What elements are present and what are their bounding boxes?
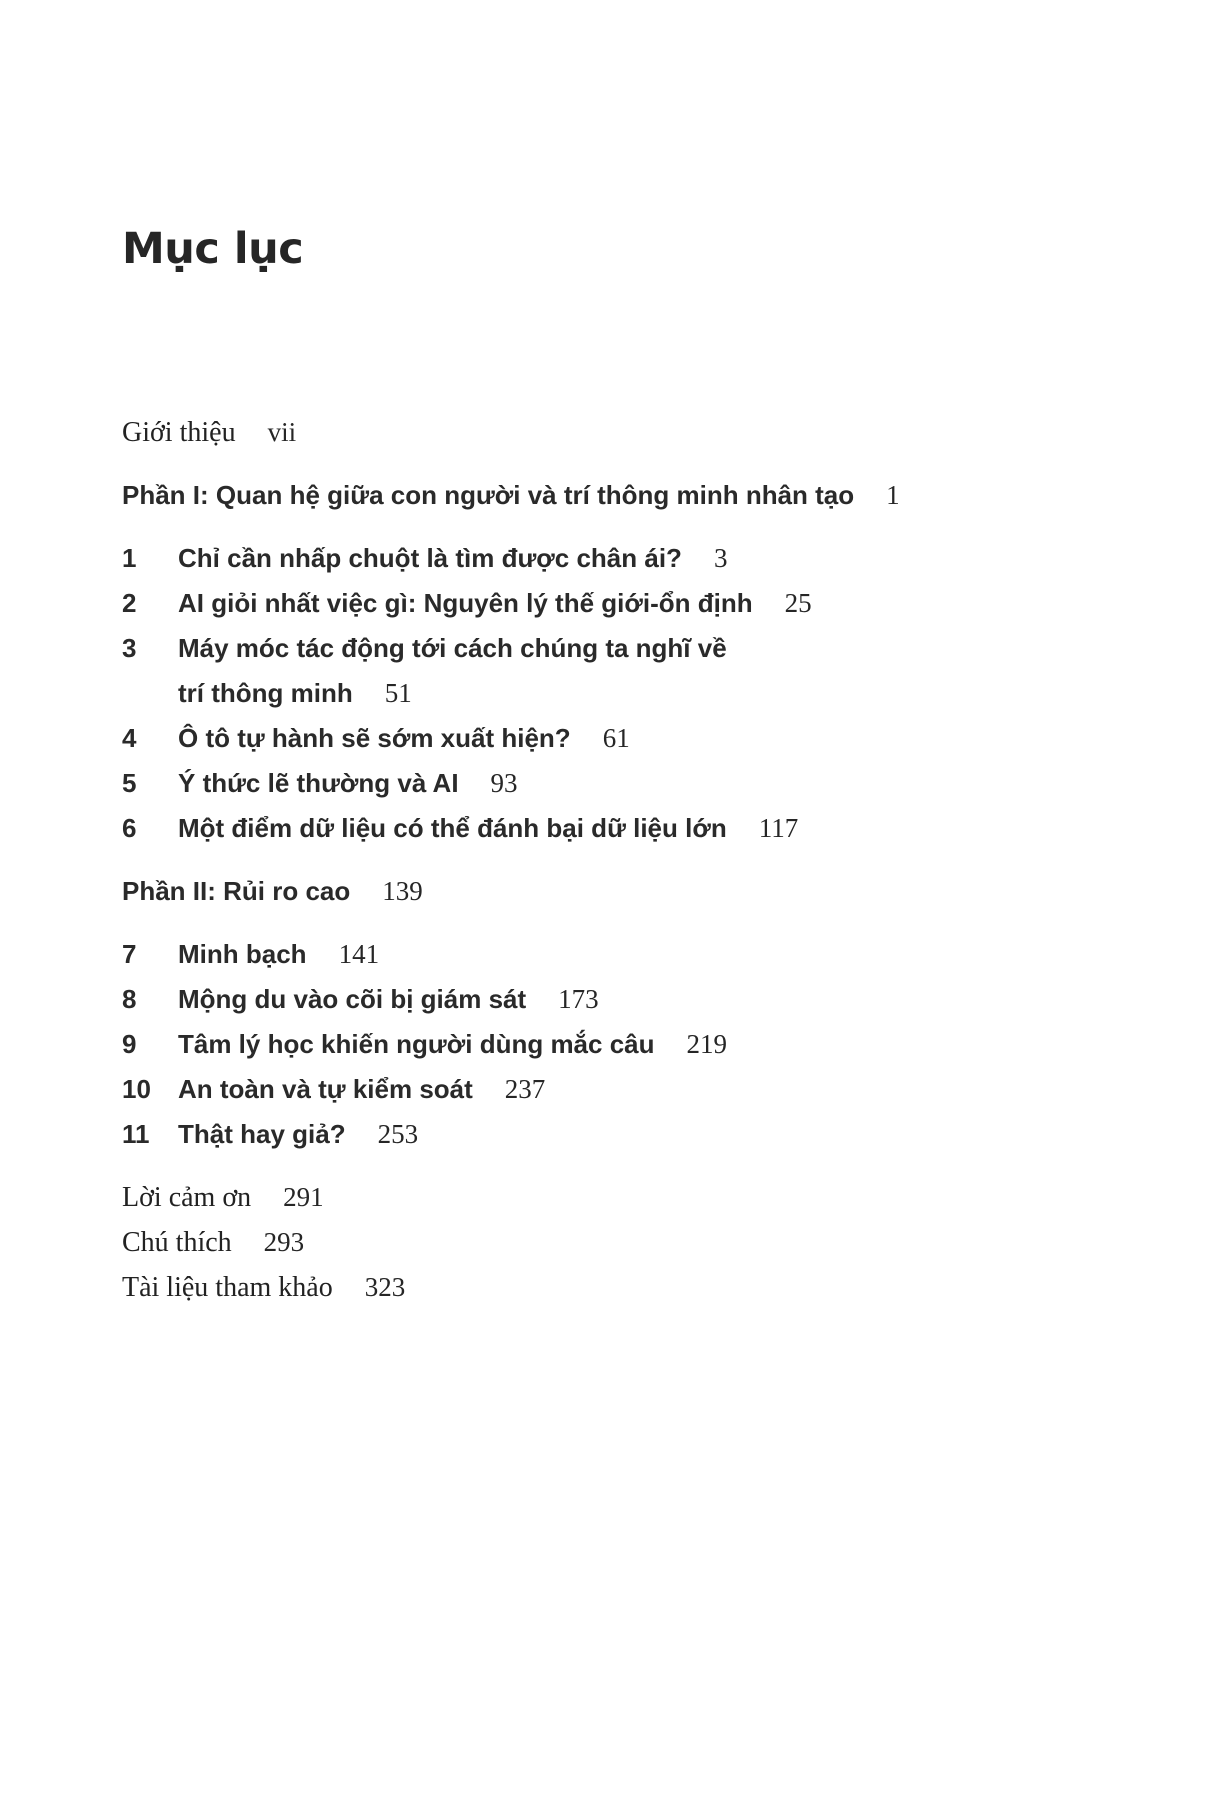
toc-entry xyxy=(122,716,1131,761)
entry-title-line: Tâm lý học khiến người dùng mắc câu xyxy=(178,1029,655,1059)
entry-title xyxy=(178,536,727,581)
entry-title xyxy=(178,581,812,626)
entry-title-line: Ô tô tự hành sẽ sớm xuất hiện? xyxy=(178,723,571,753)
entry-title-line: Máy móc tác động tới cách chúng ta nghĩ về xyxy=(178,633,727,663)
entry-title xyxy=(178,977,599,1022)
entry-title-line: Tài liệu tham khảo xyxy=(122,1272,333,1303)
page-number: 237 xyxy=(504,1074,546,1104)
chapter-number: 6 xyxy=(122,813,137,843)
page-number: 141 xyxy=(338,939,380,969)
entry-title xyxy=(122,1265,405,1310)
page-number: 61 xyxy=(602,723,630,753)
page-number: 323 xyxy=(364,1272,406,1302)
entry-title-line: Mộng du vào cõi bị giám sát xyxy=(178,984,527,1014)
page-number: 293 xyxy=(263,1227,305,1257)
toc-entry xyxy=(122,473,1131,518)
chapter-number: 4 xyxy=(122,723,137,753)
entry-title xyxy=(178,1022,727,1067)
entry-title xyxy=(122,869,423,914)
page-number: 291 xyxy=(283,1182,324,1212)
toc-entry xyxy=(122,536,1131,581)
entry-title-line: An toàn và tự kiểm soát xyxy=(178,1074,473,1104)
page-number: 253 xyxy=(377,1119,419,1149)
chapter-number: 8 xyxy=(122,984,137,1014)
toc-list xyxy=(122,410,1131,1310)
entry-title-line: Một điểm dữ liệu có thể đánh bại dữ liệu lớn xyxy=(178,813,727,843)
entry-title xyxy=(122,1220,304,1265)
entry-title xyxy=(122,410,296,455)
entry-title xyxy=(122,473,900,518)
page-number: 3 xyxy=(713,543,728,573)
entry-title-line: Lời cảm ơn xyxy=(122,1182,252,1213)
entry-title xyxy=(178,716,630,761)
chapter-number: 10 xyxy=(122,1074,151,1104)
toc-entry xyxy=(122,410,1131,455)
toc-entry xyxy=(122,626,1131,716)
page-title: Mục lục xyxy=(122,224,304,274)
entry-title-line: AI giỏi nhất việc gì: Nguyên lý thế giới-ổn định xyxy=(178,588,753,618)
toc-entry xyxy=(122,1265,1131,1310)
chapter-number: 1 xyxy=(122,543,137,573)
entry-title-line: Ý thức lẽ thường và AI xyxy=(178,768,459,798)
toc-entry xyxy=(122,1220,1131,1265)
page-number: vii xyxy=(267,417,297,447)
chapter-number: 9 xyxy=(122,1029,137,1059)
page-number: 219 xyxy=(686,1029,728,1059)
page-number: 93 xyxy=(490,768,518,798)
toc-entry xyxy=(122,1067,1131,1112)
entry-title-line: Giới thiệu xyxy=(122,417,236,448)
page-number: 173 xyxy=(558,984,599,1014)
entry-title xyxy=(178,1067,545,1112)
chapter-number: 5 xyxy=(122,768,137,798)
entry-title xyxy=(178,1112,418,1157)
entry-title-line: trí thông minh xyxy=(178,678,353,708)
page-number: 25 xyxy=(784,588,812,618)
entry-title xyxy=(178,806,798,851)
entry-title-line: Chỉ cần nhấp chuột là tìm được chân ái? xyxy=(178,543,682,573)
page-number: 51 xyxy=(384,678,412,708)
entry-title-line: Chú thích xyxy=(122,1227,232,1258)
chapter-number: 2 xyxy=(122,588,137,618)
entry-title-line: Phần I: Quan hệ giữa con người và trí thông minh nhân tạo xyxy=(122,480,855,510)
toc-entry xyxy=(122,761,1131,806)
toc-entry xyxy=(122,1175,1131,1220)
entry-title-line: Thật hay giả? xyxy=(178,1119,346,1149)
page-number: 1 xyxy=(886,480,900,510)
toc-entry xyxy=(122,932,1131,977)
toc-entry xyxy=(122,1112,1131,1157)
entry-title-line: Phần II: Rủi ro cao xyxy=(122,876,351,906)
toc-entry xyxy=(122,977,1131,1022)
entry-title xyxy=(178,932,379,977)
entry-title xyxy=(178,626,727,716)
toc-entry xyxy=(122,806,1131,851)
chapter-number: 3 xyxy=(122,633,137,663)
entry-title-line: Minh bạch xyxy=(178,939,307,969)
chapter-number: 7 xyxy=(122,939,137,969)
entry-title xyxy=(178,761,518,806)
toc-entry xyxy=(122,869,1131,914)
entry-title xyxy=(122,1175,324,1220)
page-number: 139 xyxy=(382,876,423,906)
page-number: 117 xyxy=(758,813,799,843)
chapter-number: 11 xyxy=(122,1119,150,1149)
toc-entry xyxy=(122,581,1131,626)
toc-entry xyxy=(122,1022,1131,1067)
